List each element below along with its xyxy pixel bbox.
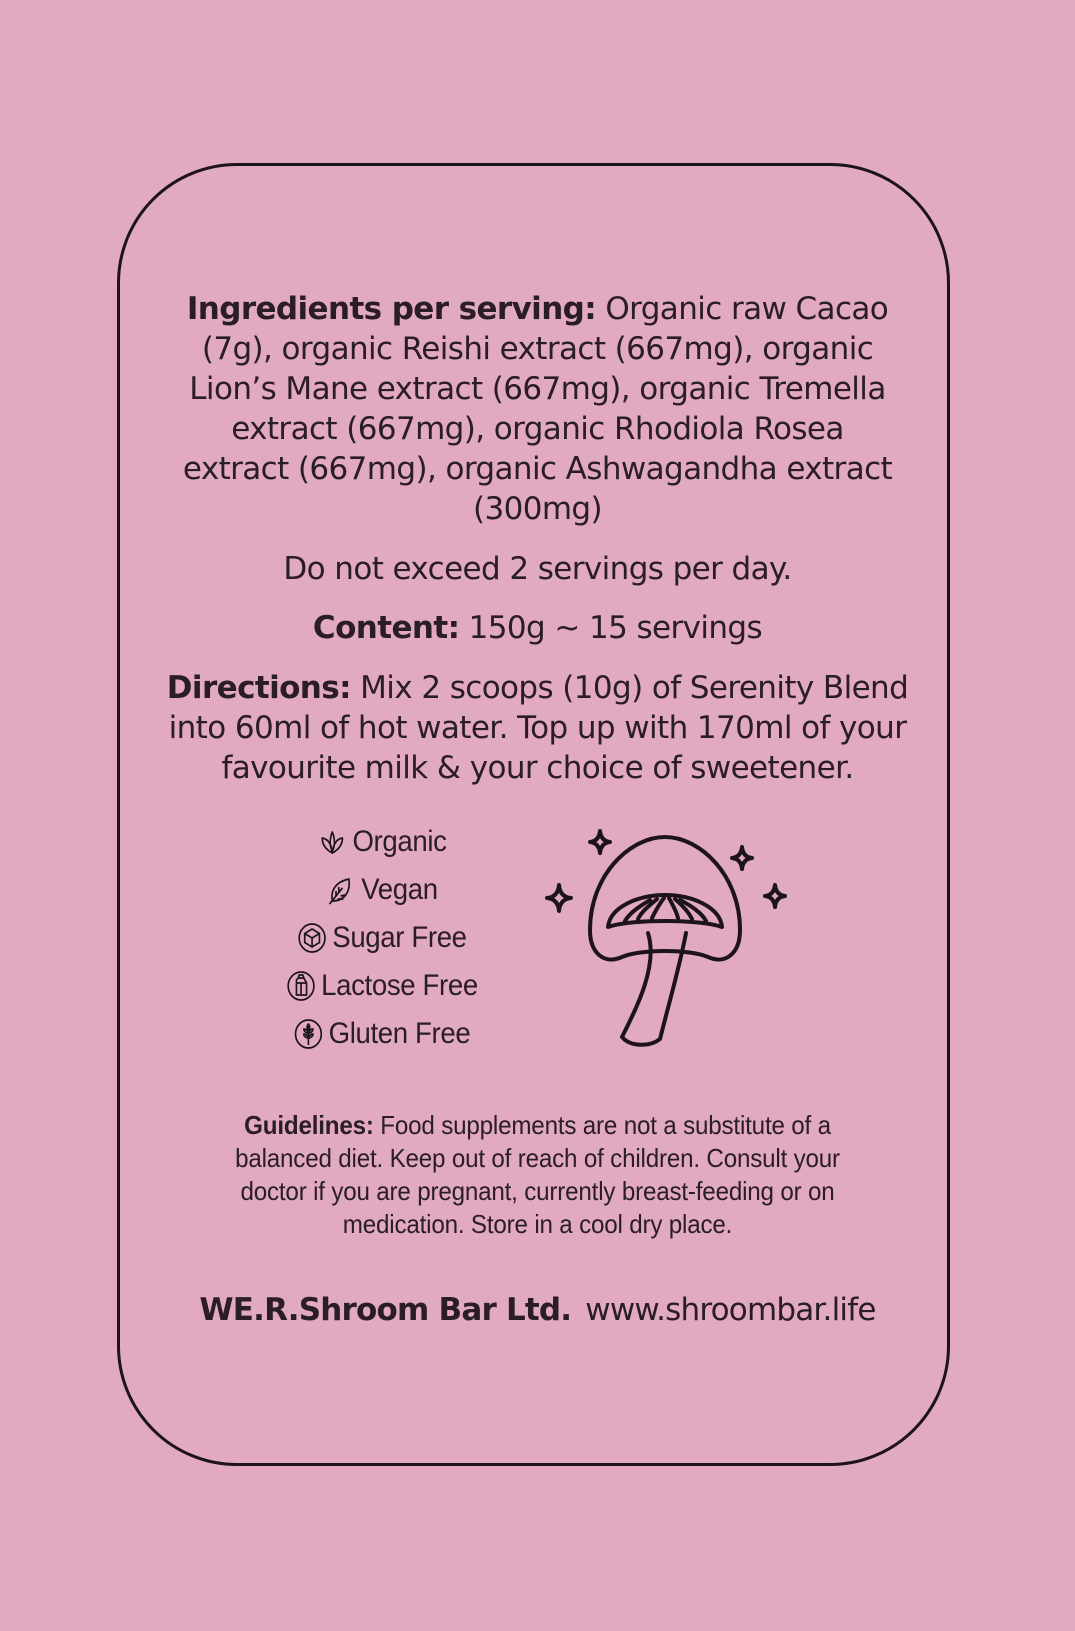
badge-label: Gluten Free [328,1017,471,1050]
ingredients-paragraph [175,289,900,529]
content-label: Content: [312,610,460,646]
badge-organic [272,818,493,866]
website-link[interactable]: www.shroombar.life [585,1292,876,1328]
mushroom-with-sparkles-icon [530,815,800,1060]
ingredients-label: Ingredients per serving: [186,291,597,327]
badge-list [262,818,502,1058]
directions-text: Mix 2 scoops (10g) of Serenity Blend into 60ml of hot water. Top up with 170ml of your favourite milk & your choice of sweetener. [168,670,909,786]
company-name: WE.R.Shroom Bar Ltd. [199,1292,572,1328]
badge-lactose-free [272,962,493,1010]
serving-limit: Do not exceed 2 servings per day. [283,551,792,587]
directions-paragraph [150,668,925,788]
badge-gluten-free [272,1010,493,1058]
ingredients-text: Organic raw Cacao (7g), organic Reishi extract (667mg), organic Lion’s Mane extract (667mg), organic Tremella extract (667mg), organic Rhodiola Rosea extract (667mg), organic Ashwagandha extract (300mg) [182,291,893,527]
leaf-sprout-icon [317,826,346,858]
badge-label: Vegan [361,873,438,906]
badge-label: Organic [352,825,447,858]
leaf-icon [326,874,355,906]
guidelines-paragraph [205,1109,870,1241]
badge-sugar-free [272,914,493,962]
badge-vegan [272,866,493,914]
guidelines-label: Guidelines: [244,1110,374,1140]
wheat-icon [294,1018,323,1050]
directions-label: Directions: [166,670,351,706]
milk-carton-icon [286,970,315,1002]
sugar-cube-icon [297,922,326,954]
content-paragraph [160,608,915,648]
footer [150,1290,925,1330]
content-text: 150g ~ 15 servings [459,610,763,646]
badge-label: Sugar Free [332,921,467,954]
guidelines-text: Food supplements are not a substitute of a balanced diet. Keep out of reach of children. Consult your doctor if you are pregnant, currently breast-feeding or on medication. Store in a cool dry place. [235,1110,840,1239]
badge-label: Lactose Free [321,969,478,1002]
